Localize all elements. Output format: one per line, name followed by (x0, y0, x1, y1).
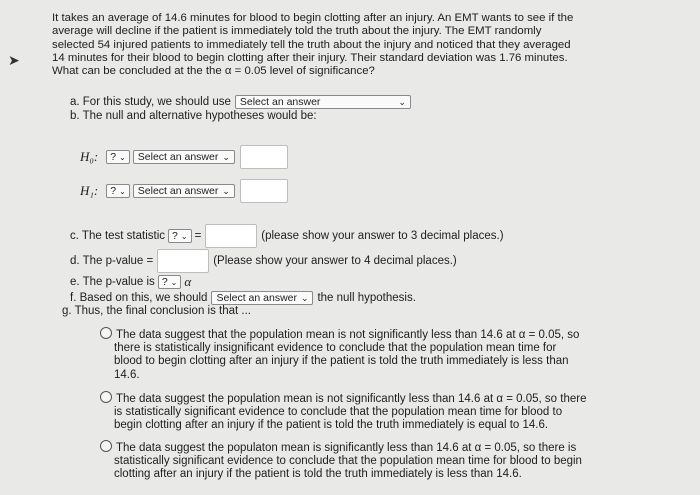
test-statistic-input[interactable] (205, 224, 257, 248)
part-c-label: c. The test statistic (70, 230, 166, 242)
decision-select[interactable] (211, 291, 313, 305)
equals-sign: = (194, 230, 202, 242)
question-line: selected 54 injured patients to immediately tell the truth about the injury and noticed that they averaged (52, 38, 571, 51)
part-d-label: d. The p-value = (70, 255, 154, 267)
radio-button[interactable] (100, 391, 112, 403)
part-d-note: (Please show your answer to 4 decimal places.) (213, 255, 457, 267)
h1-row (80, 179, 288, 203)
h1-value-input[interactable] (240, 179, 288, 203)
select-value: Select an answer (216, 292, 297, 304)
test-type-select[interactable] (235, 95, 411, 109)
part-e-label: e. The p-value is (70, 276, 155, 288)
h0-row (80, 145, 288, 169)
part-a (70, 95, 411, 109)
option-line: blood to begin clotting after an injury if the patient is told the truth immediately is less than (114, 355, 569, 368)
select-value: ? (161, 276, 168, 288)
part-e (70, 274, 191, 290)
question-line: What can be concluded at the the α = 0.05 level of significance? (52, 65, 375, 78)
part-c (70, 224, 504, 248)
option-line: The data suggest the populaton mean is significantly less than 14.6 at α = 0.05, so there is (116, 442, 577, 454)
part-b (70, 110, 317, 122)
radio-button[interactable] (100, 327, 112, 339)
select-value: ? (110, 151, 117, 163)
part-g (62, 305, 251, 317)
option-line: begin clotting after an injury if the patient is told the truth immediately is equal to 14.6. (114, 419, 549, 432)
part-g-label: g. Thus, the final conclusion is that ... (62, 305, 252, 317)
h1-label: H₁: (80, 183, 99, 198)
question-line: It takes an average of 14.6 minutes for blood to begin clotting after an injury. An EMT wants to see if the (52, 12, 574, 24)
select-value: ? (110, 185, 117, 197)
option-line: clotting after an injury if the patient is told the truth immediately is less than 14.6. (114, 468, 522, 481)
mouse-cursor-icon: ➤ (8, 52, 20, 68)
p-value-input[interactable] (157, 249, 209, 273)
alpha-symbol: α (184, 274, 192, 289)
select-value: ? (172, 230, 178, 242)
h0-parameter-select[interactable] (133, 150, 235, 164)
radio-button[interactable] (100, 440, 112, 452)
h1-symbol-select[interactable] (106, 184, 130, 198)
h0-value-input[interactable] (240, 145, 288, 169)
chevron-down-icon: ⌄ (222, 185, 230, 196)
part-d (70, 249, 457, 273)
part-f (70, 291, 416, 305)
h0-label: H₀: (80, 149, 99, 164)
select-value: Select an answer (137, 185, 219, 197)
question-line: average will decline if the patient is immediately told the truth about the injury. The EMT randomly (52, 25, 542, 38)
h0-symbol-select[interactable] (106, 150, 130, 164)
test-statistic-select[interactable] (168, 229, 192, 243)
option-line: statistically significant evidence to conclude that the population mean time for blood to begin (114, 455, 582, 468)
p-value-comparison-select[interactable] (158, 275, 182, 289)
chevron-down-icon: ⌄ (180, 231, 188, 241)
option-line: there is statistically insignificant evidence to conclude that the population mean time for (114, 342, 557, 355)
chevron-down-icon: ⌄ (119, 152, 126, 162)
question-line: 14 minutes for their blood to begin clotting after their injury. Their standard deviation was 1.76 minutes. (52, 51, 568, 64)
part-b-label: b. The null and alternative hypotheses would be: (70, 110, 317, 122)
select-value: Select an answer (239, 96, 321, 108)
option-line: 14.6. (114, 368, 140, 381)
part-f-label: f. Based on this, we should (70, 292, 208, 304)
option-line: The data suggest the population mean is not significantly less than 14.6 at α = 0.05, so there (116, 393, 587, 405)
chevron-down-icon: ⌄ (119, 186, 126, 196)
conclusion-option-1[interactable] (100, 327, 610, 382)
chevron-down-icon: ⌄ (170, 277, 178, 287)
conclusion-option-2[interactable] (100, 391, 610, 433)
option-line: is statistically significant evidence to conclude that the population mean time for blood to (114, 406, 563, 419)
select-value: Select an answer (137, 151, 219, 163)
chevron-down-icon: ⌄ (398, 96, 406, 107)
part-f-suffix: the null hypothesis. (317, 292, 416, 304)
option-line: The data suggest that the population mean is not significantly less than 14.6 at α = 0.05, so (116, 329, 580, 341)
chevron-down-icon: ⌄ (222, 151, 230, 162)
conclusion-option-3[interactable] (100, 440, 610, 482)
part-c-note: (please show your answer to 3 decimal places.) (261, 230, 504, 242)
question-text (52, 12, 642, 78)
h1-parameter-select[interactable] (133, 184, 235, 198)
part-a-label: a. For this study, we should use (70, 96, 231, 108)
chevron-down-icon: ⌄ (301, 292, 309, 303)
